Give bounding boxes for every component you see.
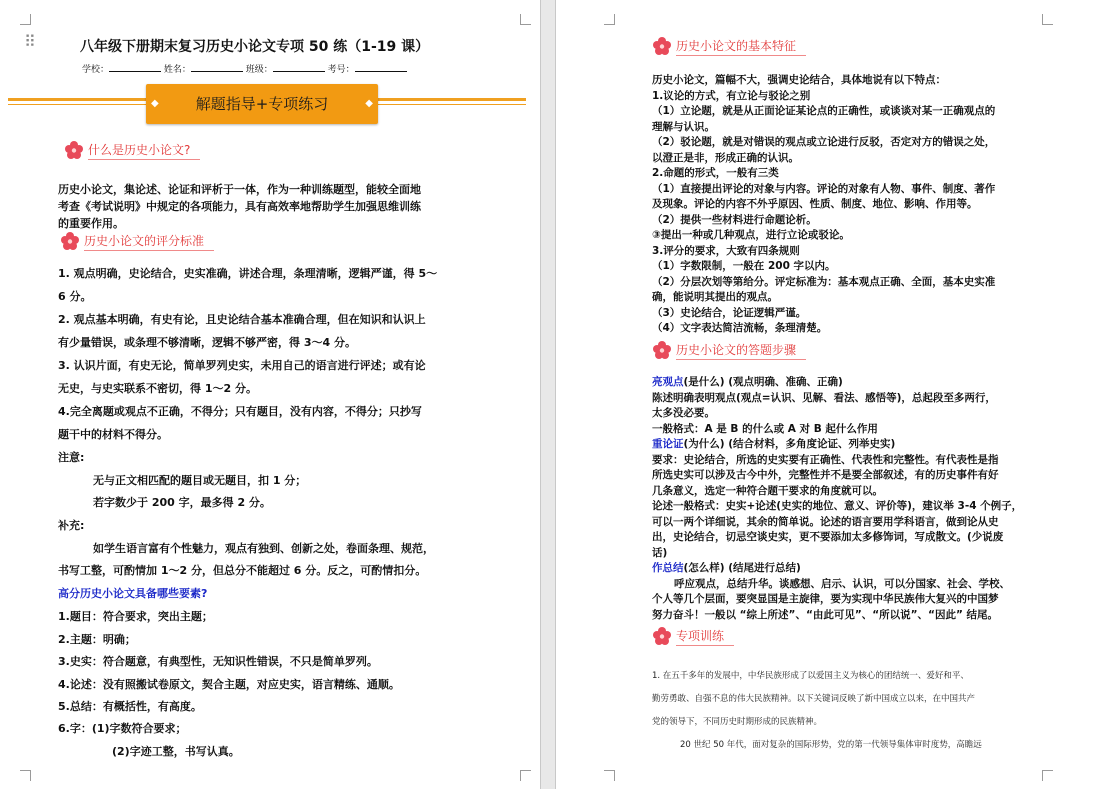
step-label: 重论证 bbox=[652, 438, 684, 450]
training-line: 党的领导下，不同历史时期形成的民族精神。 bbox=[652, 717, 823, 727]
text-line: 确，能说明其提出的观点。 bbox=[652, 291, 778, 303]
student-info-line bbox=[82, 62, 407, 75]
text-line: 论述一般格式：史实+论述(史实的地位、意义、评价等)，建议举 3-4 个例子， bbox=[652, 500, 1023, 512]
step-label: 亮观点 bbox=[652, 376, 684, 388]
training-line: 20 世纪 50 年代，面对复杂的国际形势，党的第一代领导集体审时度势，高瞻远 bbox=[680, 740, 982, 750]
section-heading-criteria bbox=[60, 231, 214, 251]
crop-mark-top-left bbox=[604, 14, 615, 25]
text-line: 及现象。评论的内容不外乎原因、性质、制度、地位、影响、作用等。 bbox=[652, 198, 978, 210]
banner-text: 解题指导+专项练习 bbox=[195, 95, 329, 113]
text-line: 努力奋斗！一般以 “综上所述”、“由此可见”、“所以说”、“因此” 结尾。 bbox=[652, 608, 999, 621]
flower-icon bbox=[652, 340, 672, 360]
criteria-line: 有少量错误，或条理不够清晰，逻辑不够严密，得 3～4 分。 bbox=[58, 336, 356, 349]
step-label-rest: (怎么样) (结尾进行总结) bbox=[683, 562, 801, 574]
text-line: （3）史论结合，论证逻辑严谨。 bbox=[652, 306, 807, 319]
section-heading-text: 历史小论文的评分标准 bbox=[84, 232, 214, 251]
text-line: 话) bbox=[652, 546, 668, 559]
number-blank bbox=[355, 63, 407, 72]
section-heading-text: 什么是历史小论文? bbox=[88, 141, 200, 160]
flower-icon bbox=[652, 626, 672, 646]
steps-block bbox=[652, 375, 1022, 623]
text-line: 一般格式：A 是 B 的什么或 A 对 B 起什么作用 bbox=[652, 422, 878, 435]
ribbon-left bbox=[8, 98, 148, 101]
criteria-line: 2. 观点基本明确，有史有论，且史论结合基本准确合理，但在知识和认识上 bbox=[58, 313, 426, 326]
text-line: 3.评分的要求，大致有四条规则 bbox=[652, 244, 800, 257]
text-line: 要求：史论结合，所选的史实要有正确性、代表性和完整性。有代表性是指 bbox=[652, 453, 999, 466]
intro-paragraph bbox=[58, 181, 421, 232]
crop-mark-bottom-right bbox=[1042, 770, 1053, 781]
text-line: 1.议论的方式，有立论与驳论之别 bbox=[652, 89, 811, 102]
text-line: 历史小论文，集论述、论证和评析于一体，作为一种训练题型，能较全面地 bbox=[58, 183, 421, 196]
class-blank bbox=[273, 63, 325, 72]
text-line: 个人等几个层面，要突显国是主旋律，要为实现中华民族伟大复兴的中国梦 bbox=[652, 593, 999, 605]
section-heading-text: 历史小论文的答题步骤 bbox=[676, 341, 806, 360]
text-line: 以澄正是非，形成正确的认识。 bbox=[652, 151, 799, 164]
text-line: （2）提供一些材料进行命题论析。 bbox=[652, 213, 817, 226]
features-block bbox=[652, 73, 995, 337]
ribbon-right bbox=[378, 98, 526, 101]
text-line: （4）文字表达简洁流畅，条理清楚。 bbox=[652, 322, 828, 334]
training-line: 1. 在五千多年的发展中，中华民族形成了以爱国主义为核心的团结统一、爱好和平、 bbox=[652, 671, 969, 681]
flower-icon bbox=[60, 231, 80, 251]
note-label: 注意: bbox=[58, 451, 85, 464]
criteria-line: 题干中的材料不得分。 bbox=[58, 428, 168, 441]
criteria-line: 3. 认识片面，有史无论，简单罗列史实，未用自己的语言进行评述；或有论 bbox=[58, 359, 426, 372]
page-right bbox=[556, 0, 1117, 789]
step-label: 作总结 bbox=[652, 562, 684, 574]
crop-mark-top-left bbox=[20, 14, 31, 25]
text-line: （1）字数限制，一般在 200 字以内。 bbox=[652, 260, 836, 272]
criteria-line: 4.完全离题或观点不正确，不得分；只有题目，没有内容，不得分；只抄写 bbox=[58, 405, 422, 418]
step-label-rest: (为什么) (结合材料，多角度论证、列举史实) bbox=[683, 438, 896, 450]
text-line: 考查《考试说明》中规定的各项能力，具有高效率地帮助学生加强思维训练 bbox=[58, 200, 421, 213]
text-line: 的重要作用。 bbox=[58, 217, 124, 230]
section-heading-training bbox=[652, 626, 734, 646]
criteria-line: 1. 观点明确，史论结合，史实准确，讲述合理，条理清晰，逻辑严谨，得 5～ bbox=[58, 267, 438, 280]
supplement-line: 书写工整，可酌情加 1～2 分，但总分不能超过 6 分。反之，可酌情扣分。 bbox=[58, 564, 427, 577]
note-line: 无与正文相匹配的题目或无题目，扣 1 分； bbox=[93, 474, 307, 487]
text-line: 陈述明确表明观点(观点=认识、见解、看法、感悟等)，总起段至多两行， bbox=[652, 391, 996, 404]
text-line: 历史小论文，篇幅不大，强调史论结合，具体地说有以下特点： bbox=[652, 74, 946, 86]
section-banner bbox=[146, 84, 378, 124]
step-summary-heading bbox=[652, 561, 1022, 577]
note-line: 若字数少于 200 字，最多得 2 分。 bbox=[93, 496, 271, 509]
number-label: 考号： bbox=[327, 65, 355, 75]
banner-diamond-icon: ◆ bbox=[365, 98, 373, 109]
section-heading-what bbox=[64, 140, 200, 160]
page-left bbox=[0, 0, 540, 789]
step-point-heading bbox=[652, 375, 1022, 391]
text-line: 2.命题的形式，一般有三类 bbox=[652, 167, 779, 179]
text-line: （2）分层次划等第给分。评定标准为：基本观点正确、全面，基本史实准 bbox=[652, 275, 996, 288]
criteria-line: 无史，与史实联系不密切，得 1～2 分。 bbox=[58, 382, 257, 395]
document-title: 八年级下册期末复习历史小论文专项 50 练（1-19 课） bbox=[80, 39, 430, 55]
elements-heading: 高分历史小论文具备哪些要素? bbox=[58, 587, 208, 600]
crop-mark-bottom-right bbox=[520, 770, 531, 781]
supplement-line: 如学生语言富有个性魅力，观点有独到、创新之处，卷面条理、规范， bbox=[93, 542, 434, 555]
text-line: 所选史实可以涉及古今中外，完整性并不是要全部叙述，有的历史事件有好 bbox=[652, 469, 999, 481]
text-line: 几条意义，选定一种符合题干要求的角度就可以。 bbox=[652, 484, 883, 497]
ribbon-right-thin bbox=[378, 104, 526, 105]
text-line: （1）直接提出评论的对象与内容。评论的对象有人物、事件、制度、著作 bbox=[652, 182, 996, 195]
section-heading-steps bbox=[652, 340, 806, 360]
element-line: 6.字：(1)字数符合要求； bbox=[58, 722, 187, 735]
name-label: 姓名： bbox=[163, 65, 191, 75]
element-line: (2)字迹工整，书写认真。 bbox=[112, 745, 240, 758]
supplement-label: 补充: bbox=[58, 519, 85, 532]
text-line: 呼应观点，总结升华。谈感想、启示、认识，可以分国家、社会、学校、 bbox=[674, 577, 1010, 590]
drag-handle-icon[interactable]: ⠿ bbox=[24, 32, 37, 51]
school-blank bbox=[109, 63, 161, 72]
flower-icon bbox=[64, 140, 84, 160]
text-line: （1）立论题，就是从正面论证某论点的正确性，或谈谈对某一正确观点的 bbox=[652, 105, 996, 117]
step-label-rest: (是什么) (观点明确、准确、正确) bbox=[683, 376, 843, 388]
training-line: 勤劳勇敢、自强不息的伟大民族精神。以下关键词反映了新中国成立以来，在中国共产 bbox=[652, 694, 976, 704]
section-heading-features bbox=[652, 36, 806, 56]
text-line: 可以一两个详细说，其余的简单说。论述的语言要用学科语言，做到论从史 bbox=[652, 515, 999, 528]
step-argue-heading bbox=[652, 437, 1022, 453]
text-line: 出，史论结合，切忌空谈史实，更不要添加太多修饰词，写成散文。(少说废 bbox=[652, 531, 1004, 543]
crop-mark-top-right bbox=[520, 14, 531, 25]
text-line: ③提出一种或几种观点，进行立论或驳论。 bbox=[652, 229, 850, 241]
text-line: 太多没必要。 bbox=[652, 407, 715, 419]
ribbon-left-thin bbox=[8, 104, 148, 105]
element-line: 4.论述：没有照搬试卷原文，契合主题，对应史实，语言精练、通顺。 bbox=[58, 678, 400, 691]
crop-mark-bottom-left bbox=[604, 770, 615, 781]
banner-diamond-icon: ◆ bbox=[151, 98, 159, 109]
name-blank bbox=[191, 63, 243, 72]
section-heading-text: 专项训练 bbox=[676, 627, 734, 646]
crop-mark-top-right bbox=[1042, 14, 1053, 25]
criteria-line: 6 分。 bbox=[58, 290, 92, 303]
text-line: （2）驳论题，就是对错误的观点或立论进行反驳，否定对方的错误之处， bbox=[652, 136, 996, 148]
element-line: 5.总结：有概括性，有高度。 bbox=[58, 700, 202, 713]
element-line: 3.史实：符合题意，有典型性，无知识性错误，不只是简单罗列。 bbox=[58, 655, 378, 668]
text-line: 理解与认识。 bbox=[652, 120, 715, 133]
school-label: 学校： bbox=[82, 65, 110, 75]
page-gutter bbox=[540, 0, 556, 789]
crop-mark-bottom-left bbox=[20, 770, 31, 781]
section-heading-text: 历史小论文的基本特征 bbox=[676, 37, 806, 56]
element-line: 2.主题：明确； bbox=[58, 633, 136, 646]
flower-icon bbox=[652, 36, 672, 56]
class-label: 班级： bbox=[245, 65, 273, 75]
element-line: 1.题目：符合要求，突出主题； bbox=[58, 610, 213, 623]
